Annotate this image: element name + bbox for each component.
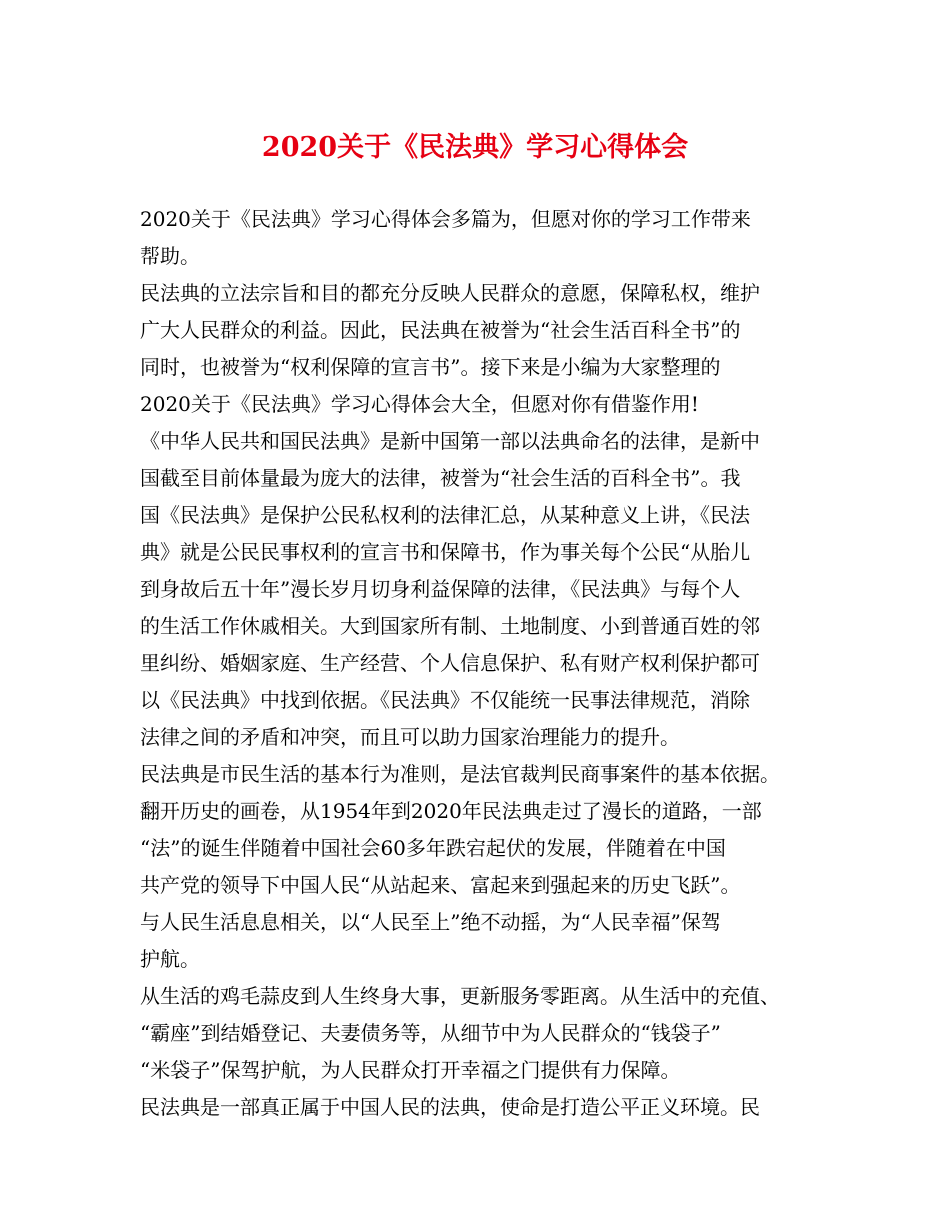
text-line: 2020关于《民法典》学习心得体会多篇为，但愿对你的学习工作带来: [140, 207, 751, 231]
document-body: [140, 201, 820, 1126]
text-line: “米袋子”保驾护航，为人民群众打开幸福之门提供有力保障。: [140, 1058, 681, 1082]
text-line: 法律之间的矛盾和冲突，而且可以助力国家治理能力的提升。: [140, 725, 680, 749]
text-line: 2020关于《民法典》学习心得体会大全，但愿对你有借鉴作用!: [140, 392, 699, 416]
text-line: 以《民法典》中找到依据。《民法典》不仅能统一民事法律规范，消除: [140, 688, 750, 712]
text-line: “霸座”到结婚登记、夫妻债务等，从细节中为人民群众的“钱袋子”: [140, 1021, 721, 1045]
text-line: 帮助。: [140, 244, 200, 268]
text-line: 同时，也被誉为“权利保障的宣言书”。接下来是小编为大家整理的: [140, 355, 721, 379]
text-line: 共产党的领导下中国人民“从站起来、富起来到强起来的历史飞跃”。: [140, 873, 741, 897]
text-line: 民法典的立法宗旨和目的都充分反映人民群众的意愿，保障私权，维护: [140, 281, 760, 305]
text-line: 典》就是公民民事权利的宣言书和保障书，作为事关每个公民“从胎儿: [140, 540, 751, 564]
text-line: 到身故后五十年”漫长岁月切身利益保障的法律，《民法典》与每个人: [140, 577, 741, 601]
document-title: 2020关于《民法典》学习心得体会: [261, 132, 689, 163]
text-line: 护航。: [140, 947, 200, 971]
text-line: “法”的诞生伴随着中国社会60多年跌宕起伏的发展，伴随着在中国: [140, 836, 726, 860]
text-line: 的生活工作休戚相关。大到国家所有制、土地制度、小到普通百姓的邻: [140, 614, 760, 638]
text-line: 民法典是一部真正属于中国人民的法典，使命是打造公平正义环境。民: [140, 1095, 760, 1119]
text-line: 与人民生活息息相关，以“人民至上”绝不动摇，为“人民幸福”保驾: [140, 910, 721, 934]
text-line: 从生活的鸡毛蒜皮到人生终身大事，更新服务零距离。从生活中的充值、: [140, 984, 780, 1008]
text-line: 民法典是市民生活的基本行为准则，是法官裁判民商事案件的基本依据。: [140, 762, 780, 786]
text-line: 里纠纷、婚姻家庭、生产经营、个人信息保护、私有财产权利保护都可: [140, 651, 760, 675]
text-line: 国《民法典》是保护公民私权利的法律汇总，从某种意义上讲，《民法: [140, 503, 750, 527]
text-line: 翻开历史的画卷，从1954年到2020年民法典走过了漫长的道路，一部: [140, 799, 762, 823]
text-line: 国截至目前体量最为庞大的法律，被誉为“社会生活的百科全书”。我: [140, 466, 741, 490]
text-line: 《中华人民共和国民法典》是新中国第一部以法典命名的法律，是新中: [140, 429, 760, 453]
text-line: 广大人民群众的利益。因此，民法典在被誉为“社会生活百科全书”的: [140, 318, 741, 342]
